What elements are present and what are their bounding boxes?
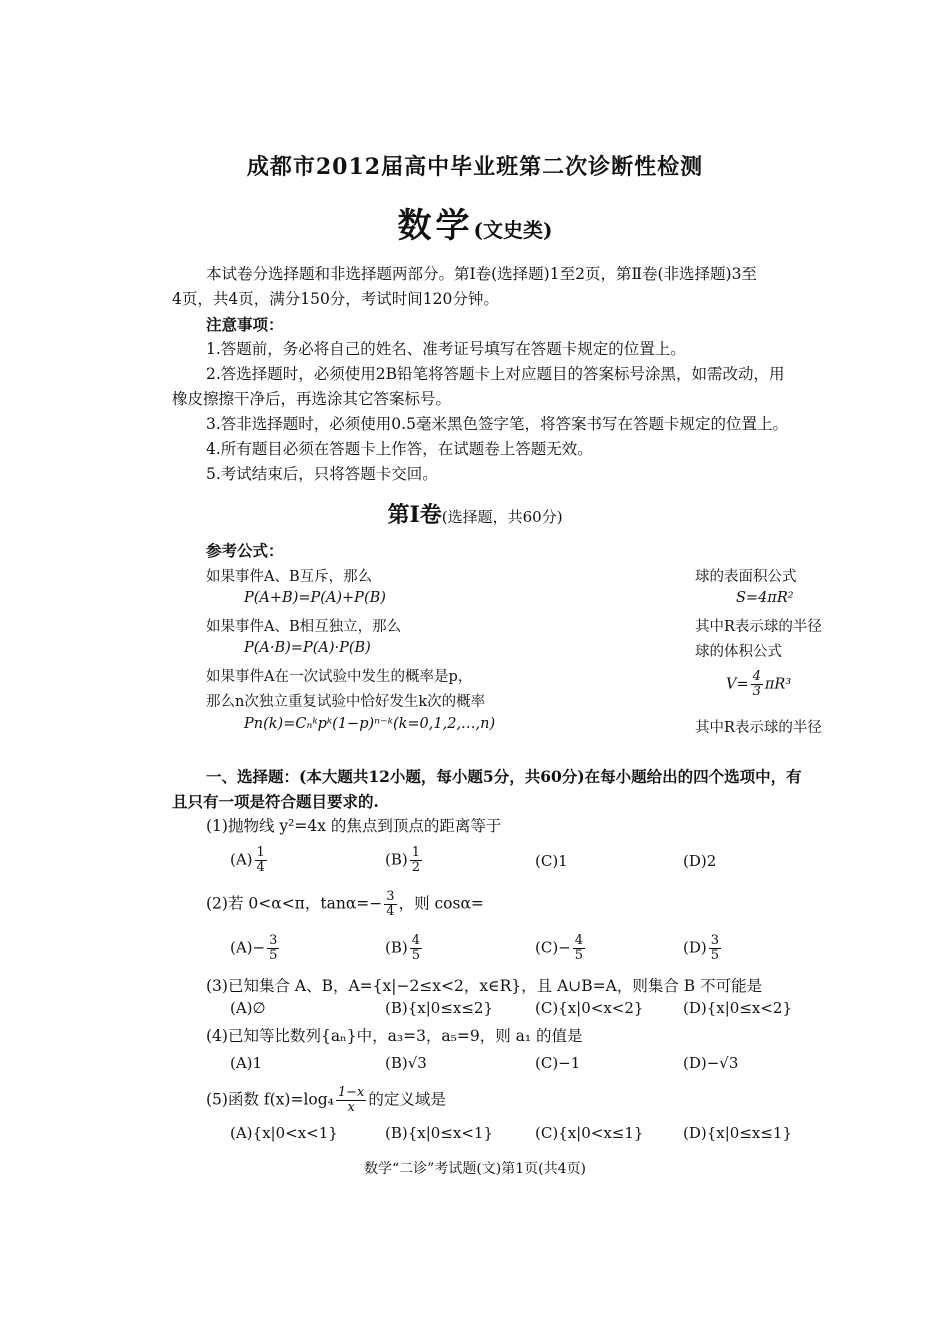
question-5-option-c: (C){x|0<x≤1}	[535, 1124, 644, 1142]
fraction-numerator: 1	[256, 845, 265, 860]
notice-title: 注意事项：	[206, 315, 284, 334]
question-2-option-d	[683, 934, 723, 963]
formulas-title: 参考公式：	[206, 541, 284, 560]
formula-left-3: 如果事件A、B相互独立，那么	[206, 619, 402, 635]
note-1: 1.答题前，务必将自己的姓名、准考证号填写在答题卡规定的位置上。	[206, 340, 686, 358]
option-label: (D)	[683, 938, 707, 957]
volume-v: V=	[726, 676, 749, 693]
question-5-option-a: (A){x|0<x<1}	[230, 1124, 338, 1142]
fraction-denominator: 4	[256, 860, 265, 875]
question-1-stem: (1)抛物线 y²=4x 的焦点到顶点的距离等于	[206, 817, 502, 835]
formula-right-4: 球的体积公式	[695, 644, 782, 660]
question-3-option-b: (B){x|0≤x≤2}	[385, 999, 494, 1017]
option-fraction	[267, 934, 279, 963]
question-4-option-c: (C)−1	[535, 1054, 581, 1072]
section-1-subtitle: (选择题，共60分)	[441, 508, 563, 526]
question-5-option-d: (D){x|0≤x≤1}	[683, 1124, 793, 1142]
page-footer: 数学“二诊”考试题(文)第1页(共4页)	[364, 1161, 586, 1177]
fraction-numerator: 1−x	[337, 1085, 365, 1100]
fraction-numerator: 1	[411, 845, 421, 860]
page-title: 成都市2012届高中毕业班第二次诊断性检测	[246, 154, 704, 180]
fraction-denominator: 3	[752, 684, 761, 699]
question-2-option-a	[230, 934, 281, 963]
fraction-denominator: 2	[411, 860, 421, 875]
fraction-denominator: 5	[411, 948, 421, 963]
stem-fraction	[384, 890, 396, 919]
stem-text: (2)若 0<α<π，tanα=−	[206, 894, 383, 913]
formula-right-6: 其中R表示球的半径	[695, 720, 822, 736]
formula-right-3: 其中R表示球的半径	[695, 619, 822, 635]
option-fraction	[410, 846, 422, 875]
question-2-stem	[206, 890, 484, 919]
fraction-denominator: 5	[574, 948, 584, 963]
part-1-heading-cont: 且只有一项是符合题目要求的.	[172, 792, 379, 811]
question-1-option-c: (C)1	[535, 852, 568, 870]
fraction-denominator: 5	[269, 948, 278, 963]
intro-line-2: 4页，共4页，满分150分，考试时间120分钟。	[172, 290, 499, 308]
option-fraction	[709, 934, 721, 963]
question-4-option-b: (B)√3	[385, 1054, 427, 1072]
part-1-heading: 一、选择题：(本大题共12小题，每小题5分，共60分)在每小题给出的四个选项中，有	[206, 767, 802, 786]
formula-left-7: Pn(k)=Cₙᵏpᵏ(1−p)ⁿ⁻ᵏ(k=0,1,2,…,n)	[244, 716, 496, 732]
volume-fraction	[751, 670, 763, 699]
formula-left-4: P(A·B)=P(A)·P(B)	[244, 640, 371, 656]
section-1-heading	[0, 498, 950, 529]
question-4-stem: (4)已知等比数列{aₙ}中，a₃=3，a₅=9，则 a₁ 的值是	[206, 1027, 583, 1045]
formula-left-5: 如果事件A在一次试验中发生的概率是p，	[206, 669, 473, 685]
note-2-cont: 橡皮擦擦干净后，再选涂其它答案标号。	[172, 390, 452, 408]
question-2-option-c	[535, 934, 587, 963]
option-label: (C)−	[535, 938, 571, 957]
question-1-option-b	[385, 846, 424, 875]
subject-type: (文史类)	[473, 218, 553, 242]
note-4: 4.所有题目必须在答题卡上作答，在试题卷上答题无效。	[206, 440, 593, 458]
section-1-title: 第Ⅰ卷	[387, 502, 442, 528]
question-4-option-a: (A)1	[230, 1054, 263, 1072]
stem-fraction	[336, 1086, 367, 1115]
formula-left-1: 如果事件A、B互斥，那么	[206, 569, 373, 585]
stem-text: 的定义域是	[368, 1090, 446, 1109]
intro-line-1: 本试卷分选择题和非选择题两部分。第Ⅰ卷(选择题)1至2页，第Ⅱ卷(非选择题)3至	[206, 265, 757, 283]
question-3-option-a: (A)∅	[230, 999, 266, 1017]
question-2-option-b	[385, 934, 424, 963]
question-3-option-d: (D){x|0≤x<2}	[683, 999, 793, 1017]
fraction-numerator: 3	[386, 889, 395, 904]
fraction-numerator: 4	[752, 669, 761, 684]
formula-right-2: S=4πR²	[736, 590, 794, 606]
formula-left-2: P(A+B)=P(A)+P(B)	[244, 590, 386, 606]
question-3-stem: (3)已知集合 A、B，A={x|−2≤x<2，x∈R}，且 A∪B=A，则集合 B 不可能是	[206, 977, 763, 995]
question-4-option-d: (D)−√3	[683, 1054, 739, 1072]
fraction-numerator: 4	[574, 933, 584, 948]
note-3: 3.答非选择题时，必须使用0.5毫米黑色签字笔，将答案书写在答题卡规定的位置上。	[206, 415, 788, 433]
formula-right-1: 球的表面积公式	[695, 569, 797, 585]
question-1-option-d: (D)2	[683, 852, 717, 870]
subject-heading	[0, 198, 950, 247]
fraction-numerator: 3	[269, 933, 278, 948]
question-5-option-b: (B){x|0≤x<1}	[385, 1124, 494, 1142]
option-fraction	[255, 846, 267, 875]
question-5-stem	[206, 1086, 446, 1115]
option-fraction	[410, 934, 422, 963]
note-5: 5.考试结束后，只将答题卡交回。	[206, 465, 438, 483]
formula-left-6: 那么n次独立重复试验中恰好发生k次的概率	[206, 694, 486, 710]
stem-text: (5)函数 f(x)=log₄	[206, 1090, 334, 1109]
subject-name: 数学	[397, 206, 474, 246]
volume-rest: πR³	[764, 676, 792, 693]
question-3-option-c: (C){x|0<x<2}	[535, 999, 644, 1017]
option-label: (A)−	[230, 938, 266, 957]
option-label: (B)	[385, 938, 408, 957]
fraction-numerator: 3	[710, 933, 720, 948]
fraction-numerator: 4	[411, 933, 421, 948]
question-1-option-a	[230, 846, 269, 875]
option-label: (A)	[230, 850, 253, 869]
formula-right-5	[726, 670, 791, 699]
option-label: (B)	[385, 850, 408, 869]
fraction-denominator: 4	[386, 904, 395, 919]
fraction-denominator: x	[347, 1100, 355, 1115]
stem-text: ，则 cosα=	[398, 894, 484, 913]
fraction-denominator: 5	[710, 948, 720, 963]
note-2: 2.答选择题时，必须使用2B铅笔将答题卡上对应题目的答案标号涂黑，如需改动，用	[206, 365, 785, 383]
option-fraction	[573, 934, 585, 963]
